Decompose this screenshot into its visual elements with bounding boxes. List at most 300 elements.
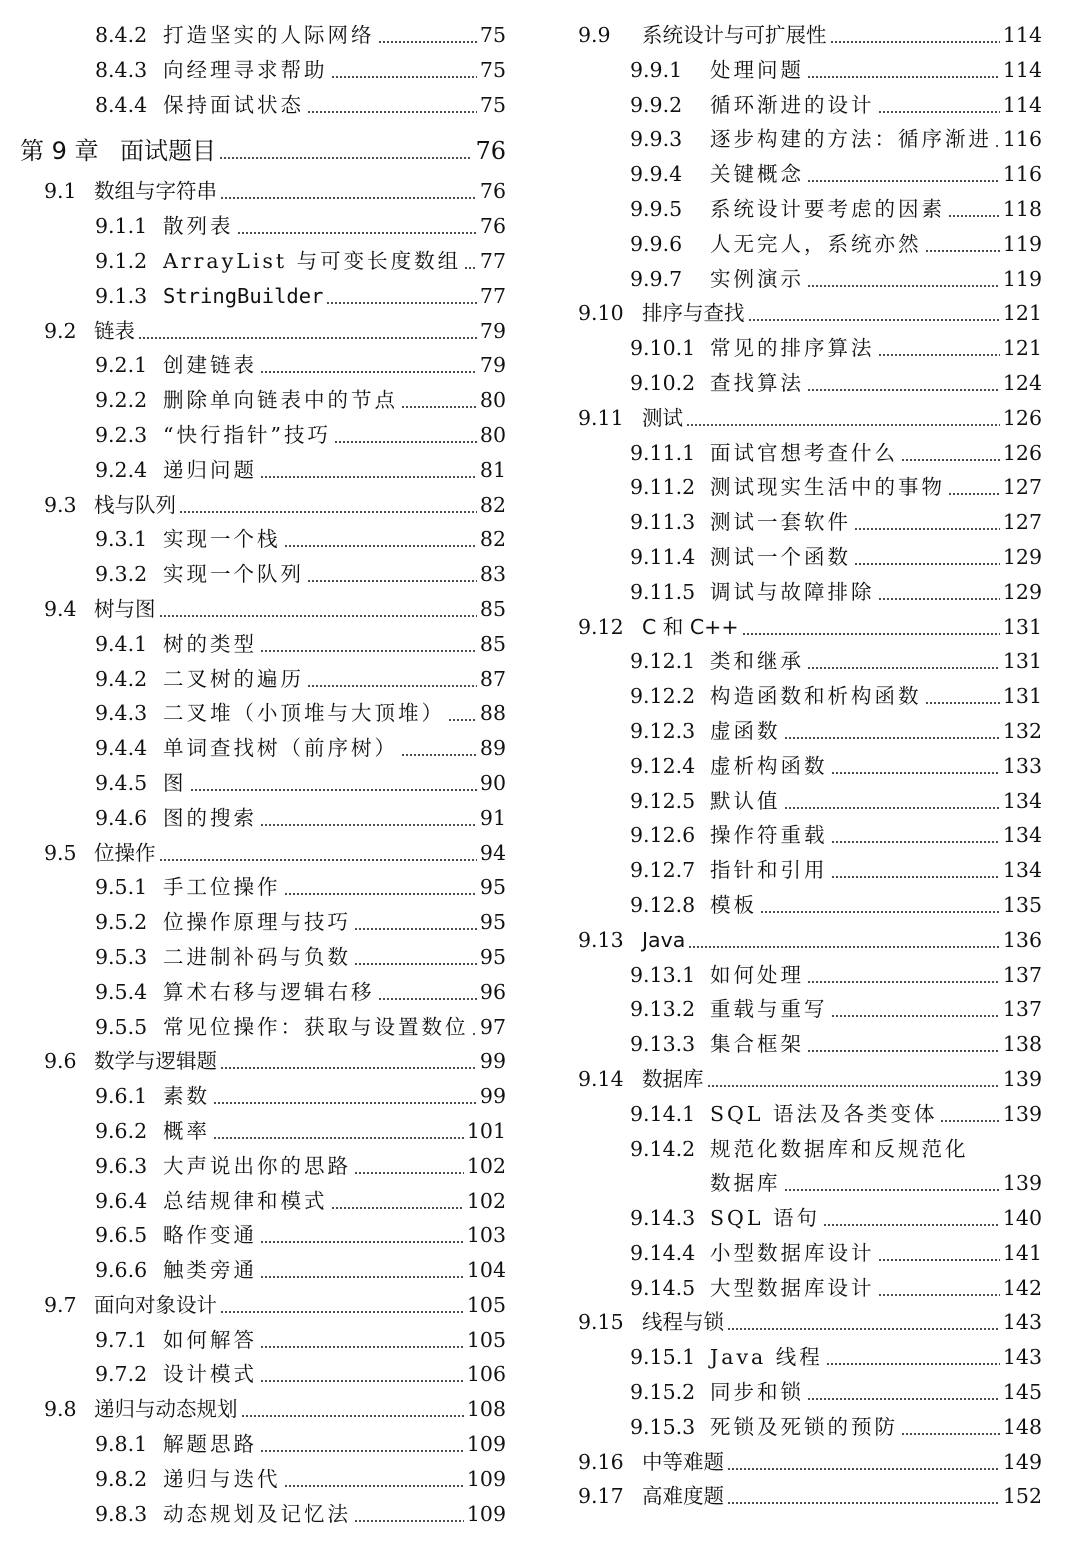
toc-entry-number: 9.9.6 [630, 231, 683, 256]
toc-subsection-entry [578, 366, 1042, 401]
dot-leader [940, 1097, 999, 1132]
toc-subsection-entry [578, 679, 1042, 714]
toc-entry-page-number: 85 [479, 631, 506, 656]
toc-entry-title: SQL 语法及各类变体 [710, 1101, 938, 1126]
toc-entry-number: 9.11.5 [630, 579, 696, 604]
dot-leader [948, 470, 1000, 505]
toc-entry-page-number: 104 [466, 1258, 506, 1283]
toc-subsection-entry [20, 383, 506, 418]
toc-entry-number: 9.11.3 [630, 510, 696, 535]
toc-entry-page-number: 82 [479, 492, 506, 517]
toc-entry-title: 指针和引用 [710, 858, 828, 883]
toc-entry-number: 9.4.6 [95, 805, 148, 830]
toc-subsection-entry [20, 662, 506, 697]
toc-entry-title: 位操作 [94, 840, 156, 865]
toc-entry-title: 规范化数据库和反规范化 [710, 1136, 969, 1161]
toc-entry-number: 9.14 [578, 1066, 624, 1091]
toc-entry-page-number: 80 [479, 388, 506, 413]
toc-entry-page-number: 134 [1002, 788, 1042, 813]
toc-entry-number: 9.6.1 [95, 1084, 148, 1109]
toc-entry-page-number: 109 [466, 1501, 506, 1526]
dot-leader [472, 1010, 477, 1045]
toc-entry-title: C 和 C++ [642, 614, 739, 639]
toc-entry-page-number: 119 [1002, 266, 1042, 291]
toc-entry-number: 9.9.2 [630, 92, 683, 117]
toc-entry-page-number: 133 [1002, 753, 1042, 778]
toc-entry-page-number: 152 [1002, 1484, 1042, 1509]
toc-entry-title: 总结规律和模式 [163, 1188, 328, 1213]
toc-entry-title: 同步和锁 [710, 1380, 804, 1405]
toc-subsection-entry [20, 1323, 506, 1358]
toc-entry-number: 9.2.2 [95, 388, 148, 413]
toc-entry-page-number: 135 [1002, 892, 1042, 917]
toc-entry-page-number: 139 [1002, 1171, 1042, 1196]
toc-subsection-entry [20, 766, 506, 801]
toc-entry-page-number: 75 [479, 57, 506, 82]
dot-leader [260, 1427, 464, 1462]
dot-leader [878, 88, 1000, 123]
toc-entry-title: 虚析构函数 [710, 753, 828, 778]
toc-entry-title: 解题思路 [163, 1432, 257, 1457]
toc-entry-title: 测试 [642, 405, 683, 430]
toc-entry-title: 单词查找树（前序树） [163, 736, 398, 761]
toc-entry-page-number: 102 [466, 1188, 506, 1213]
toc-entry-page-number: 139 [1002, 1066, 1042, 1091]
toc-entry-number: 9.15.3 [630, 1414, 696, 1439]
toc-subsection-entry [578, 262, 1042, 297]
toc-entry-title: 散列表 [163, 214, 234, 239]
toc-entry-title: 树与图 [94, 596, 156, 621]
toc-entry-page-number: 109 [466, 1432, 506, 1457]
toc-entry-number: 9.3.1 [95, 527, 148, 552]
dot-leader [220, 1044, 477, 1079]
toc-entry-title: 常见位操作：获取与设置数位 [163, 1014, 469, 1039]
dot-leader [213, 1114, 464, 1149]
toc-entry-page-number: 96 [479, 979, 506, 1004]
toc-entry-title: 虚函数 [710, 718, 781, 743]
toc-entry-page-number: 136 [1002, 927, 1042, 952]
toc-entry-page-number: 102 [466, 1153, 506, 1178]
toc-entry-number: 9.9.7 [630, 266, 683, 291]
dot-leader [748, 296, 1000, 331]
toc-entry-title: 如何处理 [710, 962, 804, 987]
toc-entry-page-number: 95 [479, 944, 506, 969]
toc-entry-page-number: 129 [1002, 579, 1042, 604]
toc-subsection-entry [20, 1497, 506, 1532]
toc-entry-title: 概率 [163, 1118, 210, 1143]
toc-entry-number: 9.2.4 [95, 457, 148, 482]
toc-subsection-entry [578, 575, 1042, 610]
toc-entry-number: 9.12.6 [630, 823, 696, 848]
dot-leader [331, 53, 477, 88]
toc-subsection-entry [20, 627, 506, 662]
dot-leader [354, 1149, 464, 1184]
dot-leader [995, 122, 1000, 157]
dot-leader [220, 174, 477, 209]
toc-subsection-entry [20, 279, 506, 314]
toc-entry-number: 9.4 [44, 596, 77, 621]
toc-subsection-entry [20, 801, 506, 836]
dot-leader [220, 1288, 464, 1323]
toc-entry-title: 实例演示 [710, 266, 804, 291]
toc-entry-page-number: 108 [466, 1397, 506, 1422]
toc-entry-page-number: 83 [479, 562, 506, 587]
toc-subsection-entry [578, 749, 1042, 784]
toc-entry-title: 测试一套软件 [710, 510, 851, 535]
toc-subsection-entry [578, 540, 1042, 575]
toc-entry-page-number: 134 [1002, 823, 1042, 848]
dot-leader [878, 331, 1000, 366]
toc-entry-number: 9.4.2 [95, 666, 148, 691]
toc-entry-title: 逐步构建的方法：循序渐进 [710, 127, 992, 152]
toc-subsection-entry [20, 1253, 506, 1288]
toc-entry-page-number: 103 [466, 1223, 506, 1248]
toc-subsection-entry [578, 192, 1042, 227]
toc-entry-number: 9.8.1 [95, 1432, 148, 1457]
dot-leader [241, 1392, 464, 1427]
toc-section-entry [20, 314, 506, 349]
toc-entry-number: 9.6.4 [95, 1188, 148, 1213]
toc-entry-number: 8.4.3 [95, 57, 148, 82]
toc-subsection-entry [20, 870, 506, 905]
toc-entry-number: 9.6.5 [95, 1223, 148, 1248]
toc-subsection-entry [20, 88, 506, 123]
toc-entry-title: 递归问题 [163, 457, 257, 482]
toc-subsection-entry [20, 1149, 506, 1184]
toc-entry-title: 面试官想考查什么 [710, 440, 898, 465]
dot-leader [901, 436, 1000, 471]
toc-entry-number: 9.12.3 [630, 718, 696, 743]
toc-entry-page-number: 127 [1002, 475, 1042, 500]
toc-entry-number: 9.7 [44, 1292, 77, 1317]
toc-section-entry [20, 174, 506, 209]
toc-entry-number: 9.5.5 [95, 1014, 148, 1039]
dot-leader [688, 923, 1000, 958]
toc-entry-title: 略作变通 [163, 1223, 257, 1248]
dot-leader [213, 1079, 477, 1114]
toc-entry-page-number: 127 [1002, 510, 1042, 535]
dot-leader [807, 366, 1000, 401]
toc-subsection-entry [578, 227, 1042, 262]
toc-entry-title: 素数 [163, 1084, 210, 1109]
toc-subsection-entry [578, 1340, 1042, 1375]
toc-entry-number: 9.9.1 [630, 57, 683, 82]
toc-entry-number: 9.3 [44, 492, 77, 517]
toc-entry-page-number: 81 [479, 457, 506, 482]
dot-leader [331, 1184, 464, 1219]
toc-subsection-entry [578, 1166, 1042, 1201]
toc-subsection-entry [20, 696, 506, 731]
toc-entry-page-number: 87 [479, 666, 506, 691]
toc-entry-page-number: 131 [1002, 614, 1042, 639]
dot-leader [831, 853, 1000, 888]
toc-entry-number: 9.15.2 [630, 1380, 696, 1405]
toc-section-entry [20, 1392, 506, 1427]
toc-entry-number: 9.6.2 [95, 1118, 148, 1143]
toc-entry-number: 9.10.1 [630, 336, 696, 361]
toc-subsection-entry [20, 418, 506, 453]
toc-subsection-entry [20, 557, 506, 592]
dot-leader [784, 784, 1000, 819]
toc-entry-title: 人无完人，系统亦然 [710, 231, 922, 256]
toc-entry-number: 第 9 章 [20, 137, 99, 166]
toc-entry-page-number: 145 [1002, 1380, 1042, 1405]
toc-entry-page-number: 75 [479, 92, 506, 117]
toc-chapter-entry [20, 128, 506, 174]
toc-entry-page-number: 106 [466, 1362, 506, 1387]
dot-leader [326, 279, 476, 314]
toc-entry-page-number: 109 [466, 1466, 506, 1491]
dot-leader [784, 1166, 1000, 1201]
toc-entry-title: 保持面试状态 [163, 92, 304, 117]
toc-section-entry [578, 610, 1042, 645]
toc-entry-title: 二叉树的遍历 [163, 666, 304, 691]
toc-entry-page-number: 99 [479, 1084, 506, 1109]
dot-leader [784, 714, 1000, 749]
toc-entry-title: 算术右移与逻辑右移 [163, 979, 375, 1004]
toc-entry-page-number: 141 [1002, 1240, 1042, 1265]
dot-leader [260, 801, 477, 836]
toc-entry-title: 二进制补码与负数 [163, 944, 351, 969]
dot-leader [159, 836, 477, 871]
toc-entry-page-number: 121 [1002, 336, 1042, 361]
toc-entry-page-number: 129 [1002, 544, 1042, 569]
toc-entry-number: 9.5.4 [95, 979, 148, 1004]
toc-entry-number: 9.14.2 [630, 1136, 696, 1161]
toc-entry-page-number: 114 [1002, 23, 1042, 47]
toc-entry-title: Java 线程 [710, 1345, 823, 1370]
toc-entry-number: 9.11.2 [630, 475, 696, 500]
toc-entry-title: 递归与动态规划 [94, 1397, 238, 1422]
dot-leader [401, 383, 477, 418]
toc-entry-title: 默认值 [710, 788, 781, 813]
toc-entry-number: 9.1.3 [95, 283, 148, 308]
dot-leader [878, 1271, 1000, 1306]
dot-leader [179, 488, 477, 523]
toc-entry-page-number: 95 [479, 910, 506, 935]
toc-entry-title: 循环渐进的设计 [710, 92, 875, 117]
dot-leader [807, 1375, 1000, 1410]
toc-section-entry [578, 1445, 1042, 1480]
toc-entry-page-number: 140 [1002, 1206, 1042, 1231]
dot-leader [237, 209, 477, 244]
toc-entry-title: 图的搜索 [163, 805, 257, 830]
toc-entry-title: SQL 语句 [710, 1206, 820, 1231]
toc-entry-page-number: 85 [479, 596, 506, 621]
dot-leader [464, 244, 477, 279]
dot-leader [707, 1062, 1000, 1097]
toc-section-entry [20, 836, 506, 871]
toc-subsection-entry [20, 1427, 506, 1462]
toc-entry-number: 9.14.3 [630, 1206, 696, 1231]
dot-leader [807, 958, 1000, 993]
toc-subsection-entry [20, 1114, 506, 1149]
toc-subsection-entry [20, 53, 506, 88]
dot-leader [807, 157, 1000, 192]
toc-entry-page-number: 88 [479, 701, 506, 726]
dot-leader [307, 557, 477, 592]
toc-entry-number: 8.4.4 [95, 92, 148, 117]
toc-entry-page-number: 124 [1002, 370, 1042, 395]
toc-subsection-entry [578, 1132, 1042, 1167]
toc-entry-page-number: 137 [1002, 997, 1042, 1022]
dot-leader [760, 888, 1000, 923]
toc-subsection-entry [578, 1271, 1042, 1306]
toc-entry-number: 9.10 [578, 301, 624, 326]
toc-entry-number: 9.6.3 [95, 1153, 148, 1178]
toc-entry-page-number: 99 [479, 1049, 506, 1074]
toc-entry-number: 9.8 [44, 1397, 77, 1422]
toc-entry-page-number: 76 [479, 214, 506, 239]
toc-entry-number: 9.12.2 [630, 684, 696, 709]
toc-entry-number: 9.9 [578, 23, 611, 47]
toc-entry-page-number: 79 [479, 353, 506, 378]
toc-entry-number: 9.11.1 [630, 440, 696, 465]
toc-entry-page-number: 143 [1002, 1310, 1042, 1335]
toc-section-entry [20, 1044, 506, 1079]
toc-entry-number: 9.14.1 [630, 1101, 696, 1126]
dot-leader [727, 1305, 1000, 1340]
toc-subsection-entry [20, 1218, 506, 1253]
toc-entry-title: 面向对象设计 [94, 1292, 217, 1317]
toc-entry-number: 9.7.1 [95, 1327, 148, 1352]
toc-section-entry [20, 488, 506, 523]
toc-entry-title: 查找算法 [710, 370, 804, 395]
toc-entry-number: 9.5.3 [95, 944, 148, 969]
toc-entry-title: 大型数据库设计 [710, 1275, 875, 1300]
toc-entry-page-number: 148 [1002, 1414, 1042, 1439]
toc-entry-title: 栈与队列 [94, 492, 176, 517]
toc-entry-page-number: 118 [1002, 196, 1042, 221]
toc-entry-number: 9.8.2 [95, 1466, 148, 1491]
toc-entry-number: 9.6.6 [95, 1258, 148, 1283]
dot-leader [354, 1497, 464, 1532]
dot-leader [807, 262, 1000, 297]
dot-leader [854, 505, 1000, 540]
toc-entry-page-number: 76 [475, 137, 506, 166]
toc-entry-page-number: 137 [1002, 962, 1042, 987]
toc-subsection-entry [20, 1462, 506, 1497]
toc-entry-title: 数据库 [642, 1066, 704, 1091]
toc-section-entry [578, 1479, 1042, 1514]
dot-leader [159, 592, 477, 627]
toc-entry-page-number: 116 [1002, 162, 1042, 187]
toc-entry-number: 9.1 [44, 179, 77, 204]
toc-left-column [20, 18, 506, 1531]
toc-entry-page-number: 95 [479, 875, 506, 900]
toc-entry-number: 9.8.3 [95, 1501, 148, 1526]
toc-entry-title: 如何解答 [163, 1327, 257, 1352]
toc-entry-title: 删除单向链表中的节点 [163, 388, 398, 413]
toc-section-entry [578, 401, 1042, 436]
toc-subsection-entry [578, 888, 1042, 923]
toc-entry-page-number: 131 [1002, 684, 1042, 709]
toc-entry-title: 处理问题 [710, 57, 804, 82]
toc-entry-number: 9.4.4 [95, 736, 148, 761]
toc-entry-title: ArrayList 与可变长度数组 [163, 248, 462, 273]
toc-subsection-entry [578, 1097, 1042, 1132]
toc-entry-title: 重载与重写 [710, 997, 828, 1022]
toc-subsection-entry [578, 122, 1042, 157]
toc-section-entry [578, 1305, 1042, 1340]
toc-subsection-entry [578, 714, 1042, 749]
toc-entry-page-number: 139 [1002, 1101, 1042, 1126]
toc-section-entry [578, 923, 1042, 958]
toc-entry-title: 构造函数和析构函数 [710, 684, 922, 709]
dot-leader [830, 18, 1000, 53]
toc-entry-page-number: 114 [1002, 57, 1042, 82]
dot-leader [284, 522, 477, 557]
toc-entry-page-number: 94 [479, 840, 506, 865]
toc-subsection-entry [578, 818, 1042, 853]
dot-leader [260, 1357, 464, 1392]
dot-leader [854, 540, 1000, 575]
toc-entry-page-number: 149 [1002, 1449, 1042, 1474]
toc-entry-number: 8.4.2 [95, 23, 148, 47]
toc-entry-title: 集合框架 [710, 1032, 804, 1057]
toc-entry-page-number: 119 [1002, 231, 1042, 256]
toc-entry-title: 树的类型 [163, 631, 257, 656]
toc-right-column [578, 18, 1042, 1514]
toc-entry-page-number: 91 [479, 805, 506, 830]
toc-entry-number: 9.3.2 [95, 562, 148, 587]
toc-section-entry [20, 1288, 506, 1323]
dot-leader [807, 1027, 1000, 1062]
toc-subsection-entry [578, 1410, 1042, 1445]
toc-entry-title: 向经理寻求帮助 [163, 57, 328, 82]
toc-entry-title: 位操作原理与技巧 [163, 910, 351, 935]
dot-leader [378, 18, 477, 53]
toc-entry-page-number: 131 [1002, 649, 1042, 674]
dot-leader [260, 627, 477, 662]
toc-entry-title: Java [642, 927, 686, 952]
dot-leader [727, 1445, 1000, 1480]
toc-entry-number: 9.13.1 [630, 962, 696, 987]
toc-entry-page-number: 121 [1002, 301, 1042, 326]
toc-entry-title: 系统设计与可扩展性 [642, 23, 827, 47]
dot-leader [138, 314, 477, 349]
toc-entry-title: 链表 [94, 318, 135, 343]
toc-entry-number: 9.13.2 [630, 997, 696, 1022]
toc-entry-page-number: 132 [1002, 718, 1042, 743]
toc-subsection-entry [20, 453, 506, 488]
toc-entry-title: 面试题目 [120, 137, 216, 166]
toc-subsection-entry [20, 244, 506, 279]
toc-entry-title: 数学与逻辑题 [94, 1049, 217, 1074]
toc-subsection-entry [578, 470, 1042, 505]
dot-leader [807, 53, 1000, 88]
toc-entry-title: 常见的排序算法 [710, 336, 875, 361]
toc-section-entry [578, 296, 1042, 331]
dot-leader [972, 1132, 1040, 1167]
toc-entry-title: 实现一个栈 [163, 527, 281, 552]
dot-leader [727, 1479, 1000, 1514]
toc-entry-title: StringBuilder [163, 283, 324, 308]
toc-entry-number: 9.2 [44, 318, 77, 343]
dot-leader [307, 662, 477, 697]
toc-entry-title: “快行指针”技巧 [163, 422, 331, 447]
dot-leader [260, 348, 477, 383]
toc-entry-number: 9.1.1 [95, 214, 148, 239]
toc-entry-number: 9.1.2 [95, 248, 148, 273]
toc-subsection-entry [578, 1236, 1042, 1271]
dot-leader [807, 644, 1000, 679]
toc-entry-number: 9.5.2 [95, 910, 148, 935]
toc-entry-number: 9.12.4 [630, 753, 696, 778]
toc-entry-number: 9.5.1 [95, 875, 148, 900]
toc-subsection-entry [20, 1010, 506, 1045]
toc-entry-title: 系统设计要考虑的因素 [710, 196, 945, 221]
